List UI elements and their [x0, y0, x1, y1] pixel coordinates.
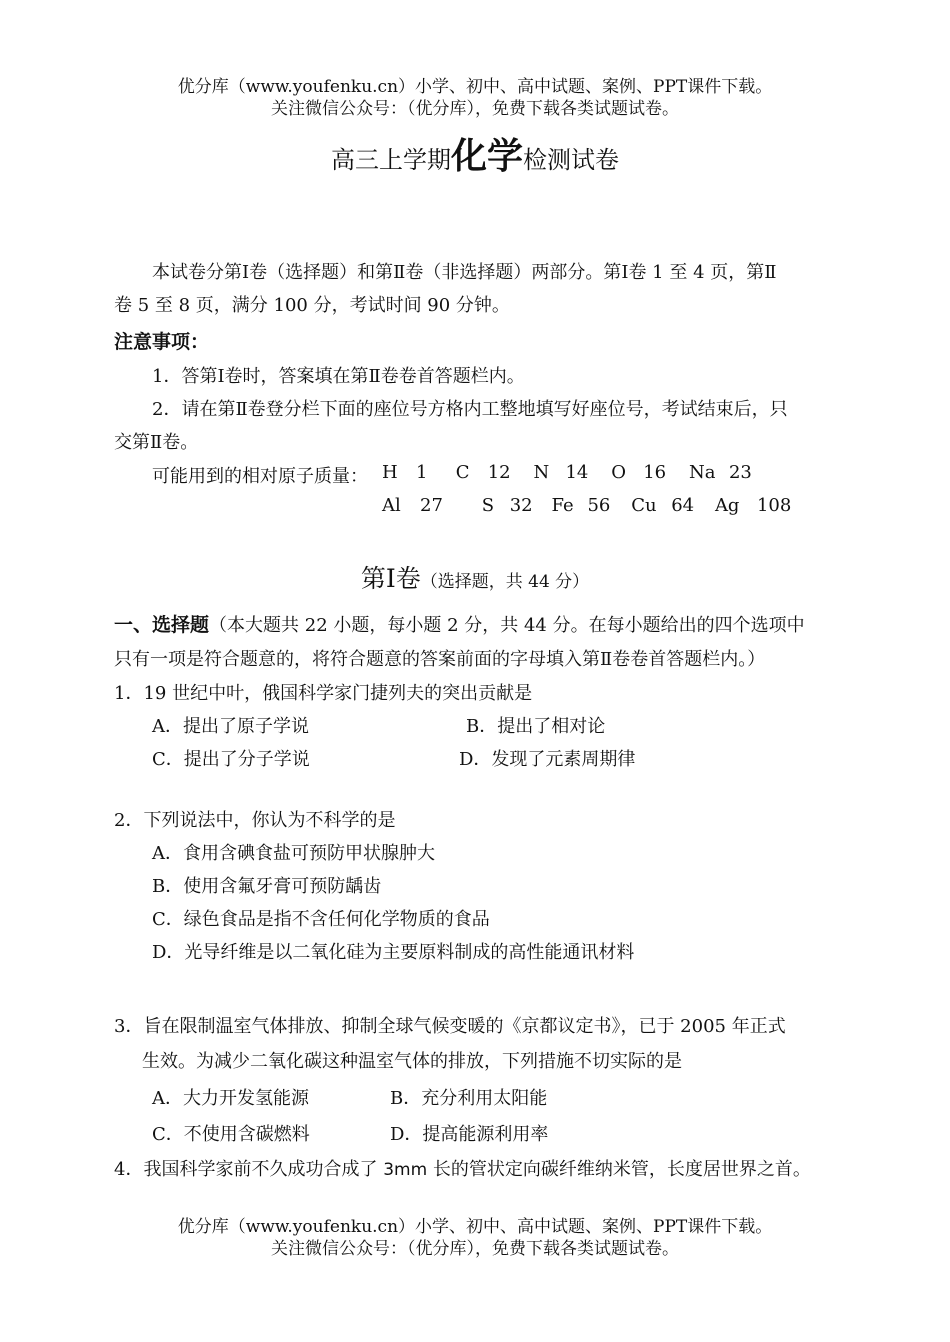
- notes-item-2-line-1: 2．请在第Ⅱ卷登分栏下面的座位号方格内工整地填写好座位号，考试结束后，只: [152, 399, 788, 420]
- element-symbol: S: [481, 495, 495, 516]
- footer-line-2: 关注微信公众号：（优分库），免费下载各类试题试卷。: [271, 1239, 679, 1259]
- element-symbol: C: [455, 462, 470, 483]
- part-1-subtitle: （选择题，共 44 分）: [420, 572, 590, 592]
- page-title: [0, 128, 950, 179]
- element-mass: 23: [728, 462, 752, 483]
- element-symbol: Cu: [631, 495, 657, 516]
- element-mass: 32: [509, 495, 533, 516]
- intro-line-2: 卷 5 至 8 页，满分 100 分，考试时间 90 分钟。: [114, 295, 510, 316]
- q3-stem-line-1: 3．旨在限制温室气体排放、抑制全球气候变暖的《京都议定书》，已于 2005 年正式: [114, 1016, 786, 1037]
- q1-option-c: C．提出了分子学说: [152, 749, 310, 770]
- q1-option-d: D．发现了元素周期律: [459, 749, 636, 770]
- q3-option-c: C．不使用含碳燃料: [152, 1124, 310, 1145]
- notes-item-1: 1．答第Ⅰ卷时，答案填在第Ⅱ卷卷首答题栏内。: [152, 366, 525, 387]
- header-line-2: 关注微信公众号：（优分库），免费下载各类试题试卷。: [271, 99, 679, 119]
- part-1-name: 第Ⅰ卷: [360, 564, 421, 593]
- q4-stem-post: 长的管状定向碳纤维纳米管，长度居世界之首。: [427, 1159, 811, 1180]
- element-symbol: N: [533, 462, 550, 483]
- q2-option-a: A．食用含碘食盐可预防甲状腺肿大: [152, 843, 435, 864]
- section-1-desc-1: （本大题共 22 小题，每小题 2 分，共 44 分。在每小题给出的四个选项中: [209, 615, 805, 636]
- q4-stem: [114, 1155, 811, 1181]
- q1-option-b: B．提出了相对论: [466, 716, 606, 737]
- q2-option-d: D．光导纤维是以二氧化硅为主要原料制成的高性能通讯材料: [152, 942, 635, 963]
- element-symbol: O: [611, 462, 626, 483]
- q2-option-c: C．绿色食品是指不含任何化学物质的食品: [152, 909, 490, 930]
- q1-option-a: A．提出了原子学说: [152, 716, 309, 737]
- section-1-line-1: [114, 610, 805, 637]
- intro-line-1: 本试卷分第Ⅰ卷（选择题）和第Ⅱ卷（非选择题）两部分。第Ⅰ卷 1 至 4 页，第Ⅱ: [152, 262, 777, 283]
- element-symbol: Al: [382, 495, 401, 516]
- section-1-desc-2: 只有一项是符合题意的，将符合题意的答案前面的字母填入第Ⅱ卷卷首答题栏内。）: [114, 649, 766, 670]
- header-line-1: 优分库（www.youfenku.cn）小学、初中、高中试题、案例、PPT课件下载。: [177, 77, 773, 97]
- element-mass: 108: [756, 495, 792, 516]
- q1-stem: 1．19 世纪中叶，俄国科学家门捷列夫的突出贡献是: [114, 683, 533, 704]
- q4-stem-pre: 4．我国科学家前不久成功合成了: [114, 1159, 384, 1180]
- notes-item-2-line-2: 交第Ⅱ卷。: [114, 432, 199, 453]
- element-mass: 27: [420, 495, 443, 516]
- element-symbol: Ag: [714, 495, 740, 516]
- title-suffix: 检测试卷: [523, 146, 619, 174]
- element-mass: 1: [416, 462, 428, 483]
- element-mass: 64: [671, 495, 695, 516]
- element-symbol: Fe: [551, 495, 574, 516]
- element-mass: 56: [587, 495, 611, 516]
- element-mass: 14: [565, 462, 589, 483]
- element-mass: 12: [487, 462, 511, 483]
- footer-line-1: 优分库（www.youfenku.cn）小学、初中、高中试题、案例、PPT课件下载。: [177, 1217, 773, 1237]
- element-mass: 16: [643, 462, 667, 483]
- element-symbol: Na: [688, 462, 716, 483]
- atomic-mass-row-1: [382, 462, 752, 483]
- atomic-mass-label: 可能用到的相对原子质量：: [152, 466, 368, 487]
- q4-stem-unit: 3mm: [383, 1160, 428, 1180]
- q3-option-b: B．充分利用太阳能: [390, 1088, 548, 1109]
- q3-option-a: A．大力开发氢能源: [152, 1088, 309, 1109]
- notes-heading: 注意事项：: [114, 331, 210, 353]
- section-1-heading: 一、选择题: [114, 614, 210, 636]
- title-subject: 化学: [450, 136, 523, 177]
- q3-stem-line-2: 生效。为减少二氧化碳这种温室气体的排放，下列措施不切实际的是: [142, 1051, 682, 1072]
- part-1-title: [0, 559, 950, 595]
- atomic-mass-row-2: [382, 495, 791, 516]
- q2-stem: 2．下列说法中，你认为不科学的是: [114, 810, 396, 831]
- q2-option-b: B．使用含氟牙膏可预防龋齿: [152, 876, 382, 897]
- q3-option-d: D．提高能源利用率: [390, 1124, 549, 1145]
- title-prefix: 高三上学期: [330, 146, 451, 174]
- element-symbol: H: [382, 462, 398, 483]
